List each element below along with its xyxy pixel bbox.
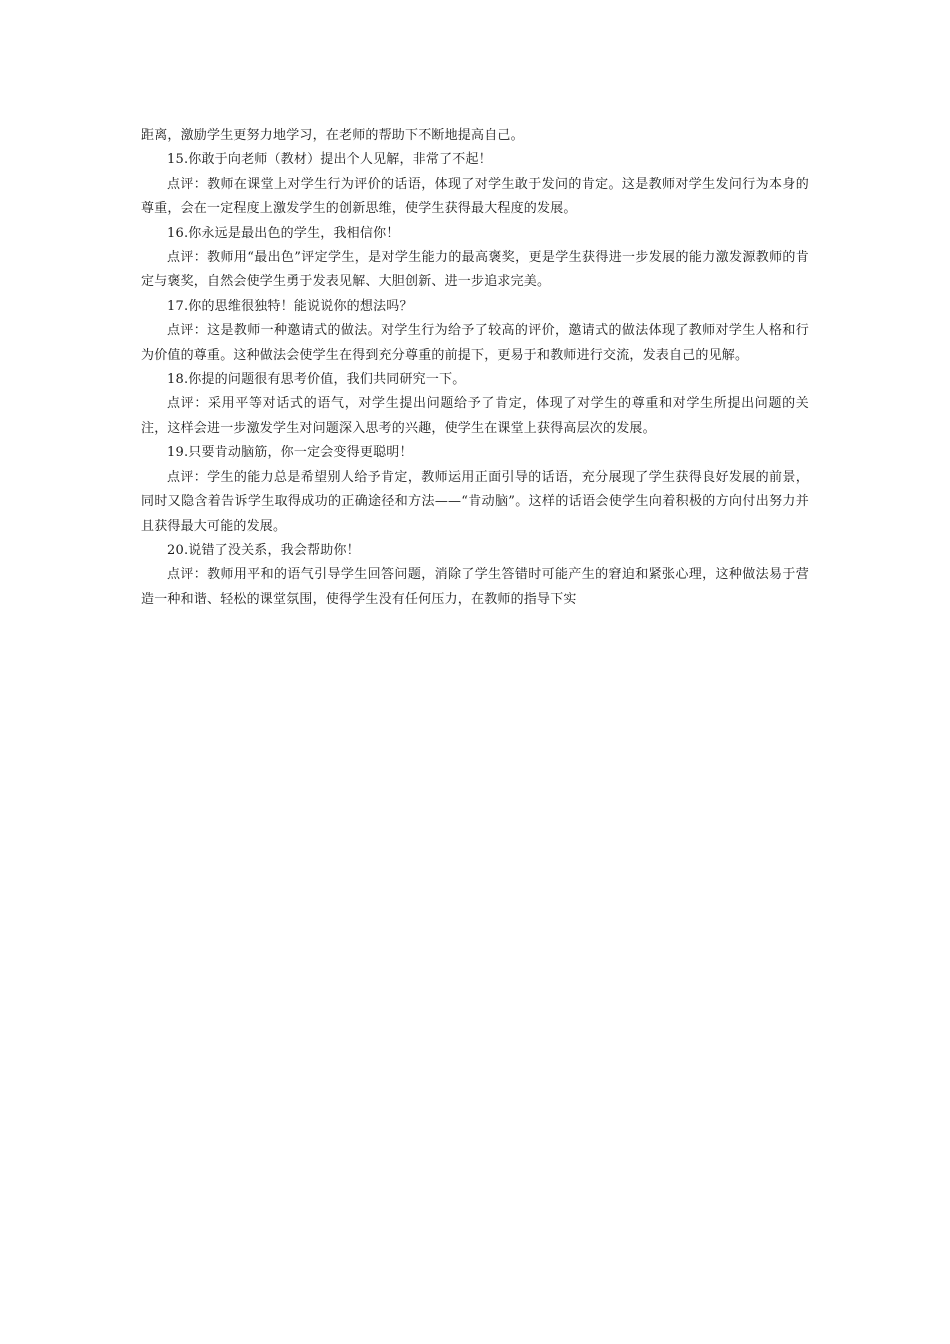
document-body — [141, 124, 809, 612]
item-17-comment: 点评：这是教师一种邀请式的做法。对学生行为给予了较高的评价，邀请式的做法体现了教师对学生人格和行为价值的尊重。这种做法会使学生在得到充分尊重的前提下，更易于和教师进行交流，发表自己的见解。 — [141, 323, 809, 363]
item-17-heading: 17.你的思维很独特！能说说你的想法吗？ — [167, 298, 413, 314]
item-16-comment: 点评：教师用“最出色”评定学生，是对学生能力的最高褒奖，更是学生获得进一步发展的能力激发源教师的肯定与褒奖，自然会使学生勇于发表见解、大胆创新、进一步追求完美。 — [141, 250, 809, 290]
item-16-heading: 16.你永远是最出色的学生，我相信你！ — [167, 225, 400, 241]
item-20-heading: 20.说错了没关系，我会帮助你！ — [167, 542, 360, 558]
item-19-heading: 19.只要肯动脑筋，你一定会变得更聪明！ — [167, 445, 413, 461]
item-15-comment: 点评：教师在课堂上对学生行为评价的话语，体现了对学生敢于发问的肯定。这是教师对学生发问行为本身的尊重，会在一定程度上激发学生的创新思维，使学生获得最大程度的发展。 — [141, 176, 809, 217]
item-18-comment: 点评：采用平等对话式的语气，对学生提出问题给予了肯定，体现了对学生的尊重和对学生所提出问题的关注，这样会进一步激发学生对问题深入思考的兴趣，使学生在课堂上获得高层次的发展。 — [141, 396, 809, 436]
paragraph-continuation: 距离，激励学生更努力地学习，在老师的帮助下不断地提高自己。 — [141, 128, 524, 143]
item-20-comment: 点评：教师用平和的语气引导学生回答问题，消除了学生答错时可能产生的窘迫和紧张心理，这种做法易于营造一种和谐、轻松的课堂氛围，使得学生没有任何压力，在教师的指导下实 — [141, 567, 809, 607]
item-19-comment: 点评：学生的能力总是希望别人给予肯定，教师运用正面引导的话语，充分展现了学生获得良好发展的前景，同时又隐含着告诉学生取得成功的正确途径和方法——“肯动脑”。这样的话语会使学生向着积极的方向付出努力并且获得最大可能的发展。 — [141, 469, 809, 534]
item-15-heading: 15.你敢于向老师（教材）提出个人见解，非常了不起！ — [167, 152, 492, 168]
item-18-heading: 18.你提的问题很有思考价值，我们共同研究一下。 — [167, 372, 466, 388]
